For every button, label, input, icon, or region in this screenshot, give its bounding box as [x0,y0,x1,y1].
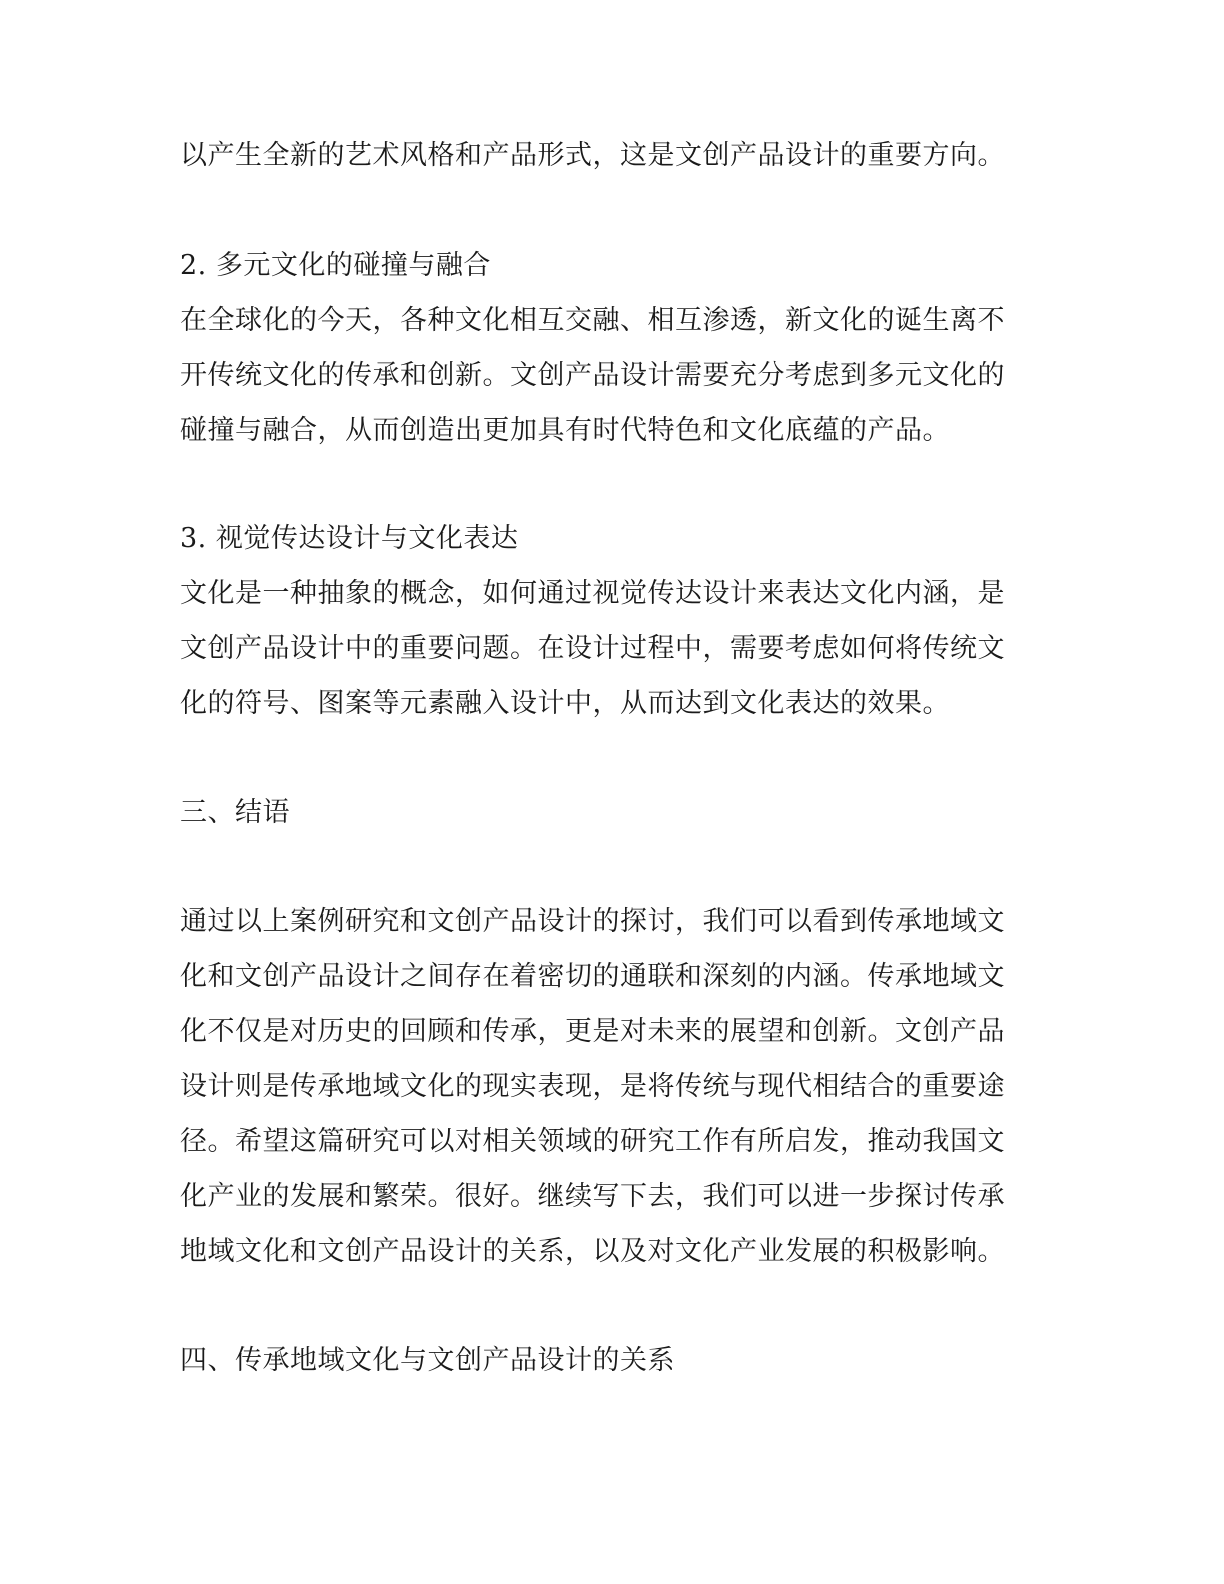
paragraph-line: 化不仅是对历史的回顾和传承，更是对未来的展望和创新。文创产品 [180,1016,1005,1047]
paragraph-line: 化产业的发展和繁荣。很好。继续写下去，我们可以进一步探讨传承 [180,1181,1005,1212]
paragraph-line: 文化是一种抽象的概念，如何通过视觉传达设计来表达文化内涵，是 [180,578,1005,609]
section-heading: 3. 视觉传达设计与文化表达 [180,523,519,554]
paragraph-line: 地域文化和文创产品设计的关系，以及对文化产业发展的积极影响。 [180,1236,1005,1267]
paragraph-line: 径。希望这篇研究可以对相关领域的研究工作有所启发，推动我国文 [180,1126,1005,1157]
section-heading: 2. 多元文化的碰撞与融合 [180,250,491,281]
paragraph-line: 设计则是传承地域文化的现实表现，是将传统与现代相结合的重要途 [180,1071,1005,1102]
section-heading: 三、结语 [180,797,290,828]
section-heading: 四、传承地域文化与文创产品设计的关系 [180,1345,675,1376]
paragraph-line: 化的符号、图案等元素融入设计中，从而达到文化表达的效果。 [180,688,950,719]
paragraph-line: 通过以上案例研究和文创产品设计的探讨，我们可以看到传承地域文 [180,906,1005,937]
paragraph-line: 开传统文化的传承和创新。文创产品设计需要充分考虑到多元文化的 [180,360,1005,391]
paragraph-line: 文创产品设计中的重要问题。在设计过程中，需要考虑如何将传统文 [180,633,1005,664]
paragraph-line: 化和文创产品设计之间存在着密切的通联和深刻的内涵。传承地域文 [180,961,1005,992]
paragraph-line: 在全球化的今天，各种文化相互交融、相互渗透，新文化的诞生离不 [180,305,1005,336]
paragraph-line: 以产生全新的艺术风格和产品形式，这是文创产品设计的重要方向。 [180,140,1005,171]
paragraph-line: 碰撞与融合，从而创造出更加具有时代特色和文化底蕴的产品。 [180,415,950,446]
